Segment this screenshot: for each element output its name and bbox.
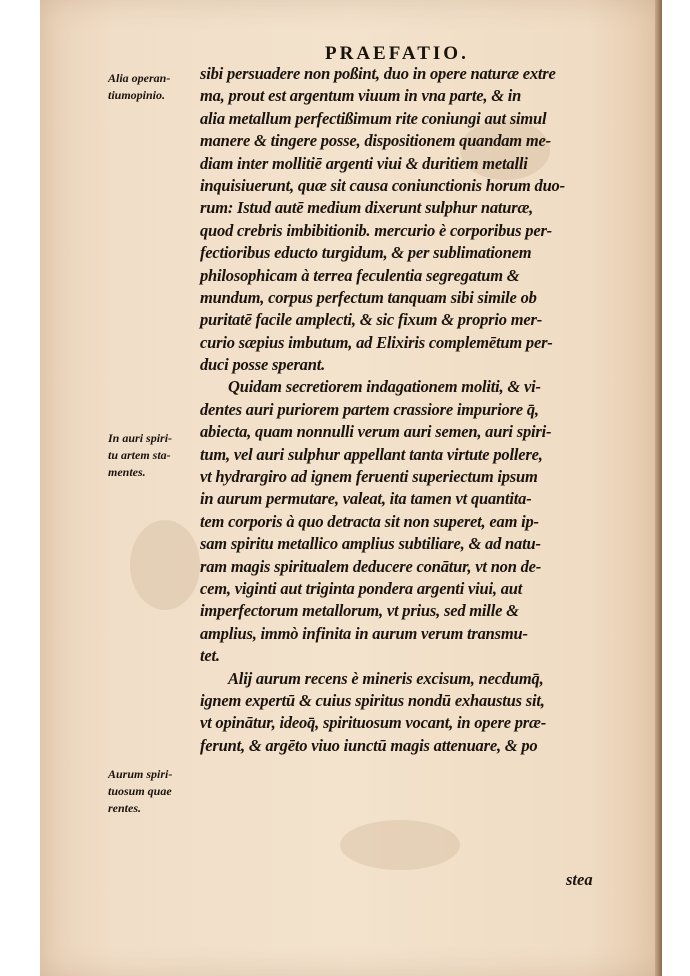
text-line: quod crebris imbibitionib. mercurio è corporibus per- [200, 220, 552, 240]
text-line: tem corporis à quo detracta sit non superet, eam ip- [200, 511, 539, 531]
text-line: fectioribus educto turgidum, & per sublimationem [200, 243, 532, 263]
text-line: vt hydrargiro ad ignem feruenti superiectum ipsum [200, 467, 538, 487]
marginal-note-line: mentes. [108, 465, 146, 479]
text-line: diam inter mollitiē argenti viui & duritiem metalli [200, 153, 528, 173]
text-line: Quidam secretiorem indagationem moliti, & vi- [228, 377, 541, 397]
text-line: puritatē facile amplecti, & sic fixum & proprio mer- [200, 310, 543, 330]
paper-stain [340, 820, 460, 870]
catchword: stea [566, 870, 593, 889]
marginal-note [108, 70, 200, 104]
text-line: manere & tingere posse, dispositionem quandam me- [200, 131, 551, 151]
marginal-note-line: tiumopinio. [108, 88, 166, 102]
text-line: tet. [200, 646, 220, 666]
text-line: duci posse sperant. [200, 355, 326, 375]
text-line: dentes auri puriorem partem crassiore impuriore q̄, [200, 399, 539, 419]
text-line: ignem expertū & cuius spiritus nondū exhaustus sit, [200, 690, 545, 710]
text-line: philosophicam à terrea feculentia segregatum & [200, 265, 520, 285]
text-line: mundum, corpus perfectum tanquam sibi simile ob [200, 287, 537, 307]
marginal-note-line: In auri spiri- [108, 431, 173, 445]
text-line: cem, viginti aut triginta pondera argenti viui, aut [200, 578, 523, 598]
text-line: in aurum permutare, valeat, ita tamen vt quantita- [200, 489, 532, 509]
marginal-note-line: tuosum quae [108, 784, 172, 798]
marginal-note-line: rentes. [108, 801, 141, 815]
paper-stain [130, 520, 200, 610]
text-line: alia metallum perfectißimum rite coniungi aut simul [200, 108, 547, 128]
page-edge [655, 0, 662, 976]
text-line: sibi persuadere non poßint, duo in opere naturæ extre [200, 64, 556, 83]
marginal-note-line: Alia operan- [108, 71, 171, 85]
text-line: Alij aurum recens è mineris excisum, necdumq̄, [228, 668, 544, 688]
text-line: ma, prout est argentum viuum in vna parte, & in [200, 86, 522, 106]
text-line: inquisiuerunt, quæ sit causa coniunctionis horum duo- [200, 175, 565, 195]
text-line: rum: Istud autē medium dixerunt sulphur naturæ, [200, 198, 534, 218]
running-head: PRAEFATIO. [325, 43, 469, 64]
text-line: curio sæpius imbutum, ad Elixiris complemētum per- [200, 332, 553, 352]
text-line: tum, vel auri sulphur appellant tanta virtute pollere, [200, 444, 543, 464]
text-line: imperfectorum metallorum, vt prius, sed mille & [200, 601, 519, 621]
text-line: sam spiritu metallico amplius subtiliare, & ad natu- [200, 534, 541, 554]
text-line: abiecta, quam nonnulli verum auri semen, auri spiri- [200, 422, 552, 442]
marginal-note [108, 766, 200, 817]
text-line: vt opinātur, ideoq̄, spirituosum vocant, in opere præ- [200, 713, 547, 733]
text-line: amplius, immò infinita in aurum verum transmu- [200, 623, 528, 643]
text-line: ram magis spiritualem deducere conātur, vt non de- [200, 556, 542, 576]
marginal-note [108, 430, 200, 481]
marginal-note-line: tu artem sta- [108, 448, 171, 462]
text-line: ferunt, & argēto viuo iunctū magis attenuare, & po [200, 735, 538, 755]
body-text [200, 63, 620, 757]
marginal-note-line: Aurum spiri- [108, 767, 173, 781]
